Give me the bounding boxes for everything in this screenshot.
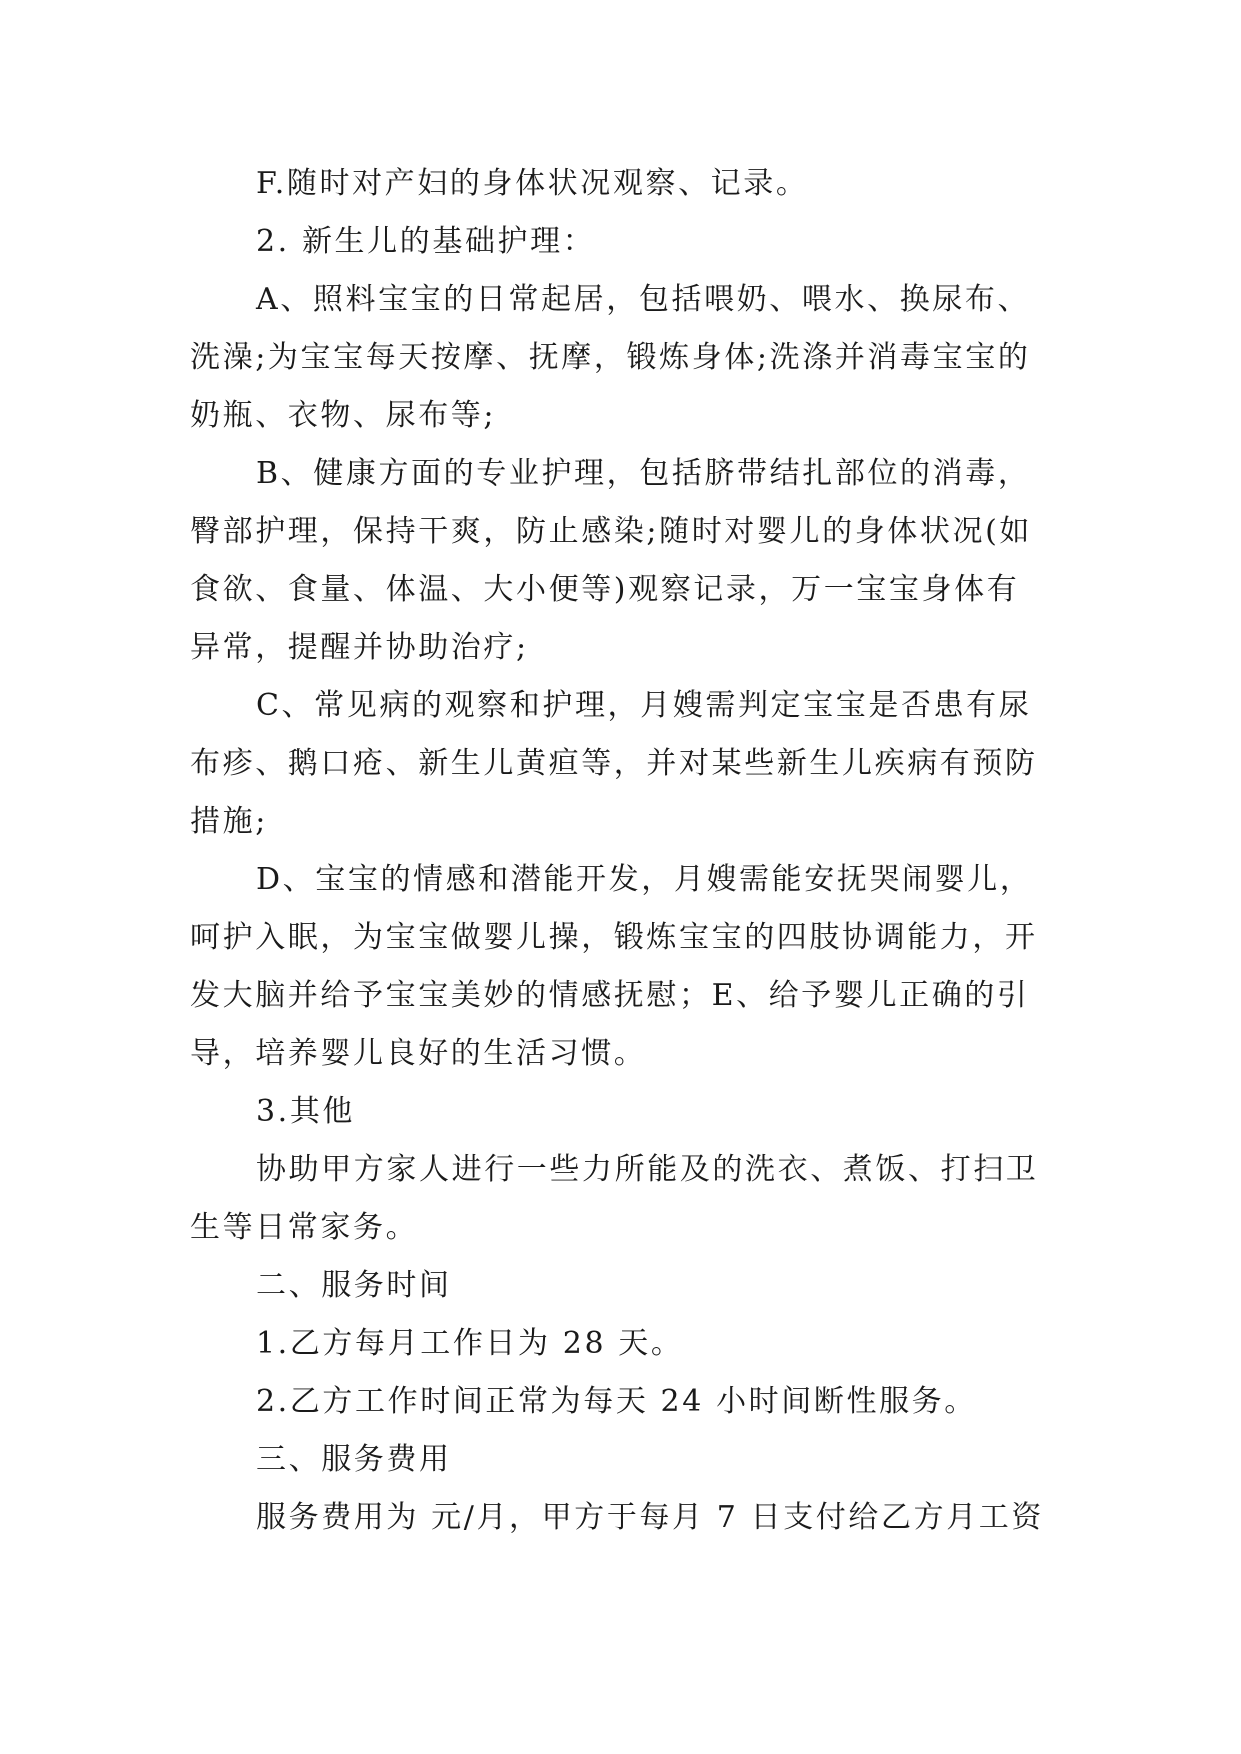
text-line: 洗澡;为宝宝每天按摩、抚摩，锻炼身体;洗涤并消毒宝宝的	[190, 340, 1031, 375]
text-line: 奶瓶、衣物、尿布等;	[190, 398, 497, 433]
text-line: 布疹、鹅口疮、新生儿黄疸等，并对某些新生儿疾病有预防	[190, 746, 1038, 781]
section-heading: 3.其他	[256, 1094, 356, 1129]
text-line: 服务费用为 元/月，甲方于每月 7 日支付给乙方月工资	[256, 1500, 1045, 1535]
text-line: C、常见病的观察和护理，月嫂需判定宝宝是否患有尿	[256, 688, 1032, 723]
text-line: F.随时对产妇的身体状况观察、记录。	[256, 166, 809, 201]
text-line: D、宝宝的情感和潜能开发，月嫂需能安抚哭闹婴儿，	[256, 862, 1033, 897]
text-line: B、健康方面的专业护理，包括脐带结扎部位的消毒，	[256, 456, 1031, 491]
text-line: 食欲、食量、体温、大小便等)观察记录，万一宝宝身体有	[190, 572, 1020, 607]
document-body	[190, 155, 1050, 1547]
text-line: 措施;	[190, 804, 268, 839]
text-line: 发大脑并给予宝宝美妙的情感抚慰；E、给予婴儿正确的引	[190, 978, 1030, 1013]
text-line: A、照料宝宝的日常起居，包括喂奶、喂水、换尿布、	[256, 282, 1031, 317]
text-line: 臀部护理，保持干爽，防止感染;随时对婴儿的身体状况(如	[190, 514, 1033, 549]
section-heading: 三、服务费用	[256, 1442, 452, 1477]
section-heading: 二、服务时间	[256, 1268, 452, 1303]
text-line: 2.乙方工作时间正常为每天 24 小时间断性服务。	[256, 1384, 977, 1419]
text-line: 异常，提醒并协助治疗;	[190, 630, 529, 665]
text-line: 1.乙方每月工作日为 28 天。	[256, 1326, 684, 1361]
text-line: 生等日常家务。	[190, 1210, 419, 1245]
text-line: 导，培养婴儿良好的生活习惯。	[190, 1036, 647, 1071]
text-line: 协助甲方家人进行一些力所能及的洗衣、煮饭、打扫卫	[256, 1152, 1039, 1187]
section-heading: 2. 新生儿的基础护理：	[256, 224, 596, 259]
text-line: 呵护入眠，为宝宝做婴儿操，锻炼宝宝的四肢协调能力，开	[190, 920, 1038, 955]
